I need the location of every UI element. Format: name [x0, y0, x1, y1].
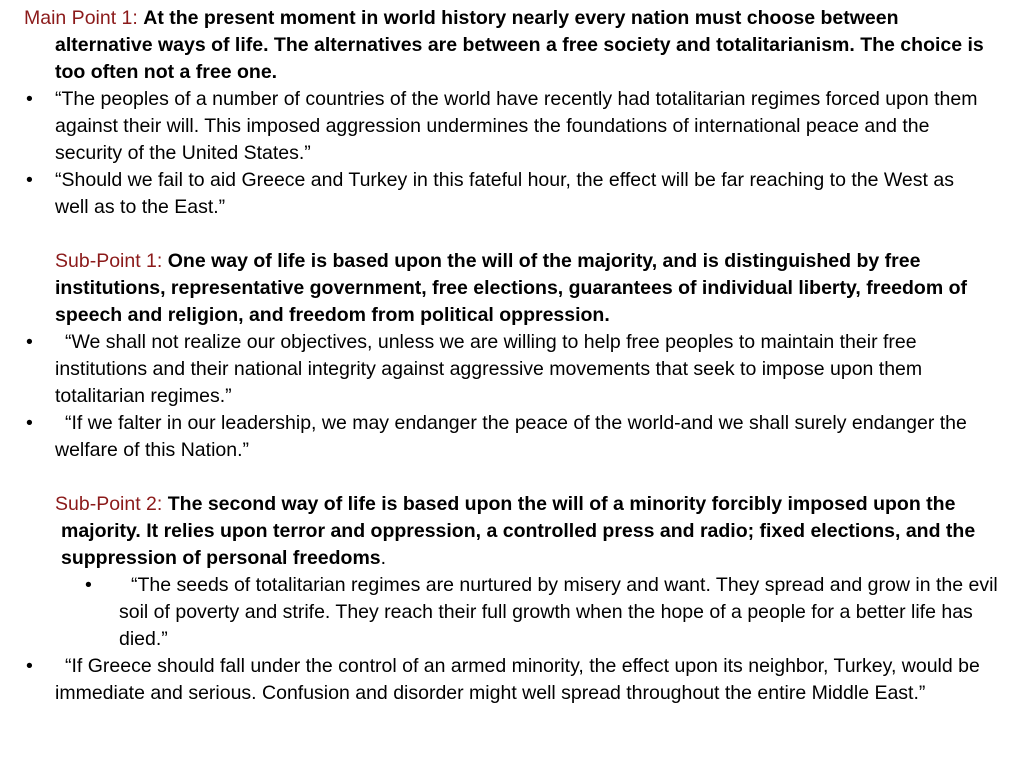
sub-point-1-bullet-1-text: “We shall not realize our objectives, unless we are willing to help free peoples to maintain their free institutions and their national integrity against aggressive movements that seek to impose upon them totalitarian regimes.”	[55, 331, 923, 407]
sub-point-1-heading	[0, 248, 1005, 329]
bullet-icon: •	[26, 88, 33, 110]
slide-body	[0, 5, 1024, 707]
spacer	[0, 221, 1024, 248]
sub-point-1-text: One way of life is based upon the will of the majority, and is distinguished by free institutions, representative government, free elections, guarantees of individual liberty, freedom of speech and religion, and freedom from political oppression.	[55, 250, 968, 326]
main-point-bullet-1	[0, 86, 990, 167]
sub-point-1-bullet-2-text: “If we falter in our leadership, we may endanger the peace of the world-and we shall surely endanger the welfare of this Nation.”	[55, 412, 967, 461]
bullet-icon: •	[26, 655, 33, 677]
sub-point-1-bullet-1	[0, 329, 990, 410]
sub-point-2-heading	[0, 491, 1024, 572]
bullet-icon: •	[26, 331, 33, 353]
sub-point-2-text-end: .	[380, 547, 387, 569]
bullet-icon: •	[26, 169, 33, 191]
main-point-label: Main Point 1:	[24, 7, 138, 29]
sub-point-2-bullet-1	[0, 653, 1017, 707]
sub-point-2-bullet-1-text: “If Greece should fall under the control of an armed minority, the effect upon its neighbor, Turkey, would be immediate and serious. Confusion and disorder might well spread throughout the entire Middle East.”	[55, 655, 980, 704]
main-point-bullet-2	[0, 167, 990, 221]
sub-point-2-nested-bullet-1	[0, 572, 1014, 653]
sub-point-2-label: Sub-Point 2:	[55, 493, 163, 515]
sub-point-2-text: The second way of life is based upon the will of a minority forcibly imposed upon the majority. It relies upon terror and oppression, a controlled press and radio; fixed elections, and the suppression of personal freedoms	[61, 493, 976, 569]
sub-point-1-bullet-2	[0, 410, 990, 464]
main-point-bullet-2-text: “Should we fail to aid Greece and Turkey in this fateful hour, the effect will be far reaching to the West as well as to the East.”	[55, 169, 954, 218]
main-point-heading	[0, 5, 990, 86]
bullet-icon: •	[26, 412, 33, 434]
bullet-icon: •	[85, 574, 92, 596]
sub-point-2-nested-bullet-1-text: “The seeds of totalitarian regimes are nurtured by misery and want. They spread and grow in the evil soil of poverty and strife. They reach their full growth when the hope of a people for a better life has died.”	[119, 574, 998, 650]
spacer	[0, 464, 1024, 491]
main-point-bullet-1-text: “The peoples of a number of countries of the world have recently had totalitarian regimes forced upon them against their will. This imposed aggression undermines the foundations of international peace and the security of the United States.”	[55, 88, 978, 164]
sub-point-1-label: Sub-Point 1:	[55, 250, 163, 272]
main-point-text: At the present moment in world history nearly every nation must choose between alternative ways of life. The alternatives are between a free society and totalitarianism. The choice is too often not a free one.	[55, 7, 984, 83]
